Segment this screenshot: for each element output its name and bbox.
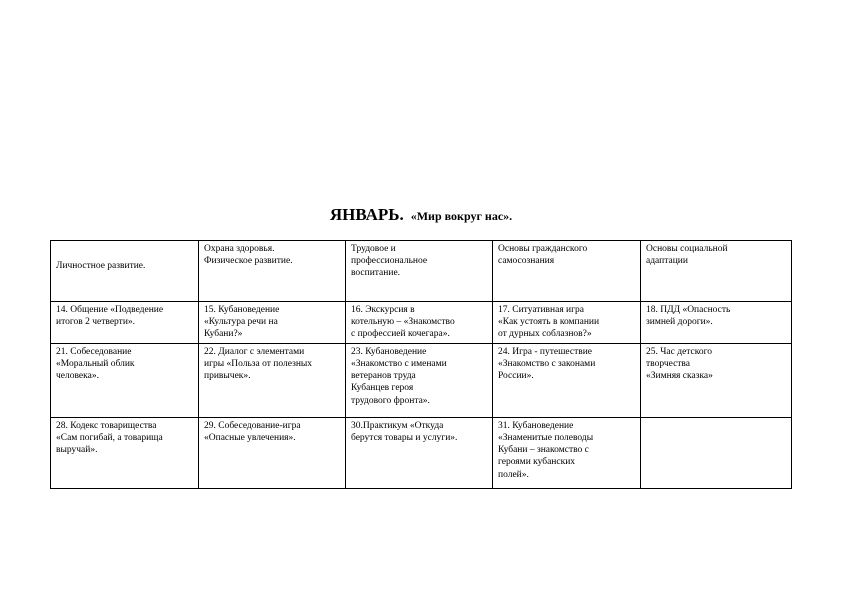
table-cell: 18. ПДД «Опасность зимней дороги». <box>641 302 792 344</box>
table-row <box>51 344 792 418</box>
table-cell: 31. Кубановедение «Знаменитые полеводы Кубани – знакомство с героями кубанских полей». <box>493 418 641 489</box>
table-cell: 21. Собеседование «Моральный облик человека». <box>51 344 199 418</box>
table-cell: 25. Час детского творчества «Зимняя сказка» <box>641 344 792 418</box>
table-header-row <box>51 241 792 302</box>
table-cell: 23. Кубановедение «Знакомство с именами ветеранов труда Кубанцев героя трудового фронта». <box>346 344 493 418</box>
activity-plan-table <box>50 240 792 489</box>
header-civic-awareness: Основы гражданского самосознания <box>493 241 641 302</box>
table-cell: 22. Диалог с элементами игры «Польза от полезных привычек». <box>199 344 346 418</box>
table-cell-empty <box>641 418 792 489</box>
table-cell: 17. Ситуативная игра «Как устоять в компании от дурных соблазнов?» <box>493 302 641 344</box>
header-labor-education: Трудовое и профессиональное воспитание. <box>346 241 493 302</box>
table-cell: 15. Кубановедение «Культура речи на Кубани?» <box>199 302 346 344</box>
page-title <box>0 205 842 225</box>
table-row <box>51 418 792 489</box>
table-cell: 28. Кодекс товарищества «Сам погибай, а товарища выручай». <box>51 418 199 489</box>
table-cell: 14. Общение «Подведение итогов 2 четверти». <box>51 302 199 344</box>
month-title: ЯНВАРЬ. <box>329 205 404 224</box>
header-personal-development: Личностное развитие. <box>51 241 199 302</box>
table-cell: 16. Экскурсия в котельную – «Знакомство с профессией кочегара». <box>346 302 493 344</box>
header-social-adaptation: Основы социальной адаптации <box>641 241 792 302</box>
table-cell: 24. Игра - путешествие «Знакомство с законами России». <box>493 344 641 418</box>
header-health-physical: Охрана здоровья. Физическое развитие. <box>199 241 346 302</box>
table-cell: 30.Практикум «Откуда берутся товары и услуги». <box>346 418 493 489</box>
table-cell: 29. Собеседование-игра «Опасные увлечения». <box>199 418 346 489</box>
month-theme: «Мир вокруг нас». <box>410 209 513 223</box>
table-row <box>51 302 792 344</box>
